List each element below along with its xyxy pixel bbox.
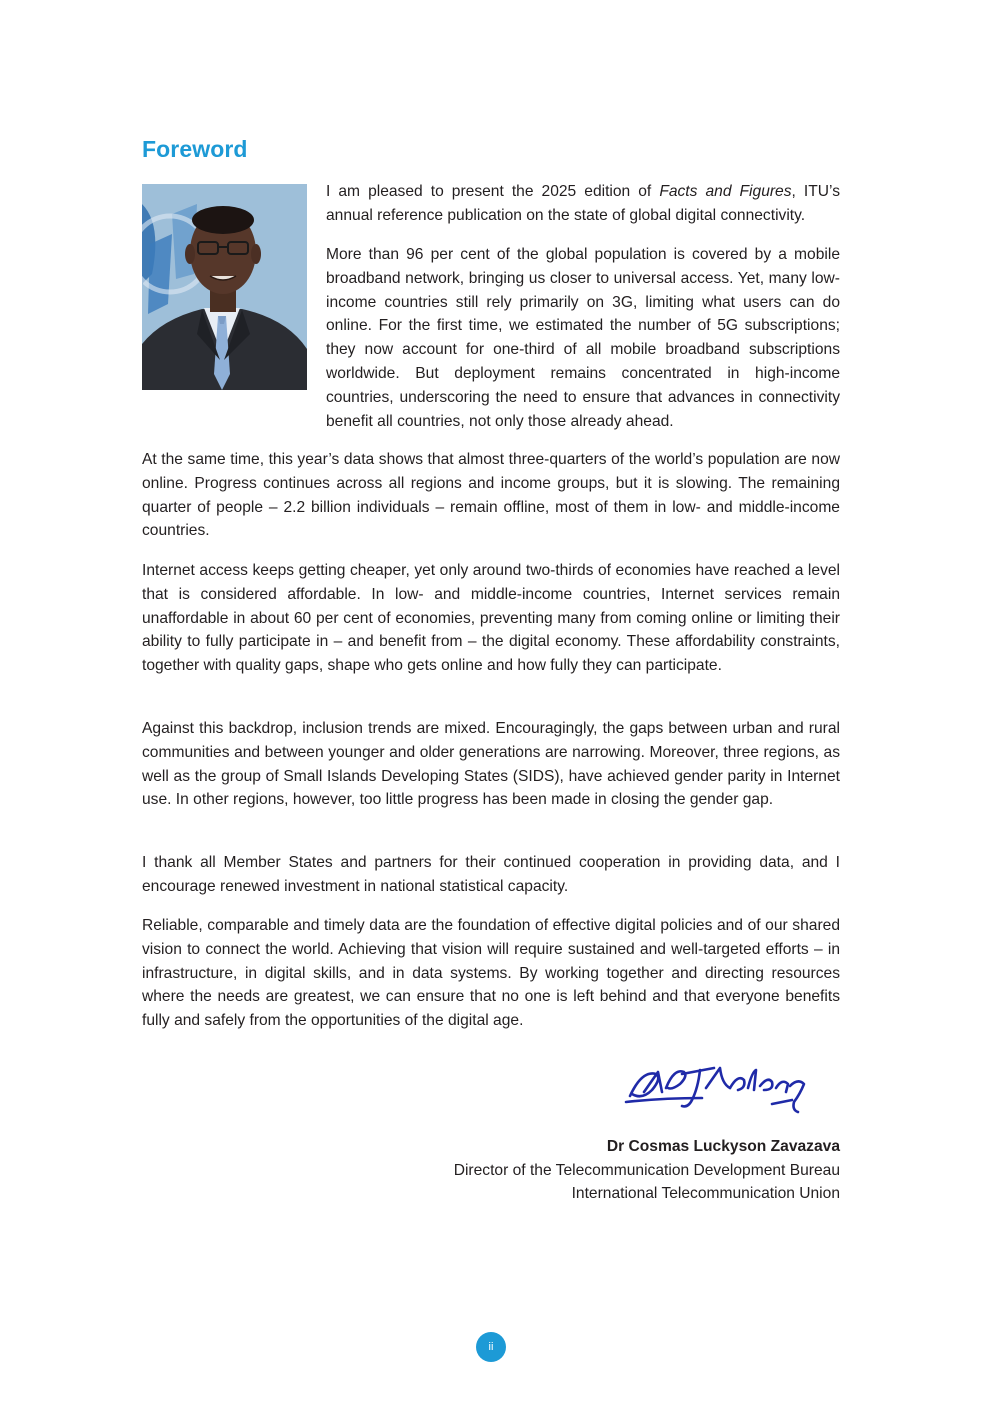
paragraph-online-population: At the same time, this year’s data shows that almost three-quarters of the world’s population are now online. Progress continues across all regions and income groups, but it is slowing. The remaining quarter of people – 2.2 billion individuals – remain offline, most of them in low- and middle-income countries. bbox=[142, 451, 840, 540]
signer-role: Director of the Telecommunication Development Bureau bbox=[453, 1162, 840, 1179]
director-portrait-photo bbox=[142, 184, 307, 390]
page-title: Foreword bbox=[142, 136, 248, 162]
paragraph-closing: Reliable, comparable and timely data are the foundation of effective digital policies and of our shared vision to connect the world. Achieving that vision will require sustained and well-targeted efforts – in infrastructure, in digital skills, and in data systems. By working together and directing resources where the needs are greatest, we can ensure that no one is left behind and that everyone benefits fully and safely from the opportunities of the digital age. bbox=[142, 917, 840, 1030]
paragraph-inclusion-trends: Against this backdrop, inclusion trends are mixed. Encouragingly, the gaps between urban and rural communities and between younger and older generations are narrowing. Moreover, three regions, as well as the group of Small Islands Developing States (SIDS), have achieved gender parity in Internet use. In other regions, however, too little progress has been made in closing the gender gap. bbox=[142, 720, 840, 809]
intro-text-start: I am pleased to present the 2025 edition of bbox=[326, 183, 660, 200]
paragraph-intro bbox=[326, 180, 840, 228]
page-number-badge: ii bbox=[476, 1332, 506, 1362]
signature bbox=[622, 1058, 832, 1118]
paragraph-thanks: I thank all Member States and partners for their continued cooperation in providing data, and I encourage renewed investment in national statistical capacity. bbox=[142, 854, 840, 895]
signer-name: Dr Cosmas Luckyson Zavazava bbox=[606, 1138, 840, 1155]
paragraph-mobile-coverage: More than 96 per cent of the global population is covered by a mobile broadband network, bringing us closer to universal access. Yet, many low-income countries still rely primarily on 3G, limiting what users can do online. For the first time, we estimated the number of 5G subscriptions; they now account for one-third of all mobile broadband subscriptions worldwide. But deployment remains concentrated in high-income countries, underscoring the need to ensure that advances in connectivity benefit all countries, not only those already ahead. bbox=[326, 246, 840, 430]
publication-title: Facts and Figures bbox=[659, 183, 792, 200]
intro-text-end: , ITU’s annual reference publication on the state of global digital connectivity. bbox=[326, 183, 841, 224]
signer-organization: International Telecommunication Union bbox=[571, 1185, 840, 1202]
paragraph-affordability: Internet access keeps getting cheaper, yet only around two-thirds of economies have reached a level that is considered affordable. In low- and middle-income countries, Internet services remain unaffordable in about 60 per cent of economies, preventing many from coming online or limiting their ability to fully participate in – and benefit from – the digital economy. These affordability constraints, together with quality gaps, shape who gets online and how fully they can participate. bbox=[142, 562, 840, 675]
